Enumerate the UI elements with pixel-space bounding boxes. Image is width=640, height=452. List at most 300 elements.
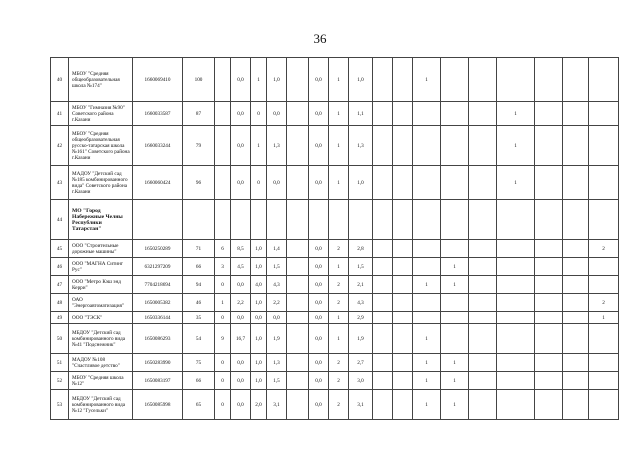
value-cell: 0,0 (231, 126, 251, 166)
value-cell (497, 354, 535, 372)
value-cell (287, 126, 309, 166)
value-cell (469, 240, 497, 258)
inn-cell: 1650283990 (133, 354, 183, 372)
value-cell: 0,0 (231, 354, 251, 372)
value-cell (589, 258, 619, 276)
value-cell (413, 294, 441, 312)
organization-name-cell: МБОУ "Гимназия №90" Советского района г.Казани (69, 102, 133, 126)
table-row (51, 354, 619, 372)
value-cell (535, 240, 563, 258)
value-cell (469, 58, 497, 102)
value-cell (589, 102, 619, 126)
value-cell: 0,0 (309, 390, 329, 420)
value-cell: 1 (329, 102, 349, 126)
organization-name-cell: ОАО "Энергоавтоматизация" (69, 294, 133, 312)
value-cell (563, 324, 589, 354)
value-cell: 79 (183, 126, 215, 166)
value-cell (469, 324, 497, 354)
value-cell (589, 354, 619, 372)
value-cell: 2 (329, 372, 349, 390)
value-cell (373, 166, 393, 200)
value-cell: 1,0 (251, 354, 267, 372)
value-cell (373, 324, 393, 354)
value-cell (469, 312, 497, 324)
value-cell (469, 372, 497, 390)
value-cell: 3,0 (349, 372, 373, 390)
value-cell (287, 200, 309, 240)
value-cell (393, 372, 413, 390)
value-cell: 1,0 (251, 258, 267, 276)
value-cell (563, 166, 589, 200)
value-cell (373, 354, 393, 372)
value-cell: 96 (183, 166, 215, 200)
value-cell (535, 294, 563, 312)
value-cell (215, 102, 231, 126)
value-cell (497, 312, 535, 324)
value-cell (441, 102, 469, 126)
value-cell (393, 294, 413, 312)
value-cell (287, 166, 309, 200)
value-cell (469, 354, 497, 372)
value-cell (563, 258, 589, 276)
value-cell (563, 390, 589, 420)
table-row (51, 258, 619, 276)
row-number-cell: 40 (51, 58, 69, 102)
value-cell (413, 102, 441, 126)
value-cell (373, 126, 393, 166)
value-cell: 0,0 (231, 312, 251, 324)
value-cell: 2,8 (349, 240, 373, 258)
table-row (51, 102, 619, 126)
row-number-cell: 48 (51, 294, 69, 312)
value-cell (287, 102, 309, 126)
value-cell (589, 58, 619, 102)
organization-name-cell: ООО "ТЭСК" (69, 312, 133, 324)
inn-cell: 1660069410 (133, 58, 183, 102)
value-cell (589, 166, 619, 200)
inn-cell: 1660060424 (133, 166, 183, 200)
value-cell: 1 (413, 372, 441, 390)
value-cell (441, 294, 469, 312)
organization-name-cell: МБОУ "Средняя общеобразовательная русско-татарская школа №161" Советского района г.Казани (69, 126, 133, 166)
row-number-cell: 42 (51, 126, 69, 166)
value-cell (535, 200, 563, 240)
value-cell: 65 (183, 390, 215, 420)
value-cell (215, 166, 231, 200)
value-cell: 6 (215, 240, 231, 258)
row-number-cell: 50 (51, 324, 69, 354)
inn-cell (133, 200, 183, 240)
value-cell (373, 258, 393, 276)
value-cell (287, 354, 309, 372)
value-cell (393, 354, 413, 372)
value-cell (563, 126, 589, 166)
value-cell: 0,0 (267, 166, 287, 200)
inn-cell: 1650083197 (133, 372, 183, 390)
value-cell (287, 240, 309, 258)
value-cell: 1 (413, 354, 441, 372)
value-cell: 0 (215, 390, 231, 420)
value-cell (563, 58, 589, 102)
value-cell: 1 (329, 166, 349, 200)
value-cell (329, 200, 349, 240)
value-cell: 9 (215, 324, 231, 354)
value-cell: 0,0 (251, 312, 267, 324)
row-number-cell: 51 (51, 354, 69, 372)
value-cell (287, 58, 309, 102)
value-cell (287, 372, 309, 390)
value-cell (393, 240, 413, 258)
value-cell (497, 276, 535, 294)
inn-cell: 1650005382 (133, 294, 183, 312)
value-cell: 1 (441, 354, 469, 372)
table-row (51, 240, 619, 258)
value-cell (497, 258, 535, 276)
value-cell: 0 (215, 354, 231, 372)
inn-cell: 7704218694 (133, 276, 183, 294)
value-cell (497, 240, 535, 258)
value-cell (469, 126, 497, 166)
value-cell: 1,5 (267, 258, 287, 276)
value-cell: 1,0 (251, 240, 267, 258)
table-row (51, 324, 619, 354)
value-cell (413, 312, 441, 324)
organization-name-cell: ООО "Строительные дорожные машины" (69, 240, 133, 258)
value-cell: 1 (215, 294, 231, 312)
value-cell: 1 (441, 276, 469, 294)
value-cell (563, 294, 589, 312)
value-cell (469, 390, 497, 420)
value-cell (441, 312, 469, 324)
value-cell (373, 390, 393, 420)
value-cell: 2,7 (349, 354, 373, 372)
organization-name-cell: МБДОУ "Детский сад комбинированного вида №12 "Гусельки" (69, 390, 133, 420)
value-cell (535, 102, 563, 126)
value-cell (563, 372, 589, 390)
value-cell: 0,0 (309, 276, 329, 294)
value-cell (535, 276, 563, 294)
page-number: 36 (313, 31, 327, 46)
row-number-cell: 46 (51, 258, 69, 276)
value-cell: 2 (329, 240, 349, 258)
row-number-cell: 41 (51, 102, 69, 126)
inn-cell: 1650336144 (133, 312, 183, 324)
value-cell: 66 (183, 258, 215, 276)
value-cell: 1,5 (349, 258, 373, 276)
value-cell: 2,1 (349, 276, 373, 294)
value-cell: 0 (251, 166, 267, 200)
value-cell (497, 324, 535, 354)
value-cell: 4,5 (231, 258, 251, 276)
value-cell (535, 166, 563, 200)
value-cell: 1 (413, 58, 441, 102)
value-cell (535, 324, 563, 354)
value-cell: 0,0 (309, 258, 329, 276)
value-cell: 71 (183, 240, 215, 258)
value-cell (535, 126, 563, 166)
value-cell: 1,3 (349, 126, 373, 166)
value-cell (441, 58, 469, 102)
value-cell: 94 (183, 276, 215, 294)
value-cell (393, 390, 413, 420)
value-cell: 0,0 (231, 102, 251, 126)
value-cell (309, 200, 329, 240)
organization-name-cell: МО "Город Набережные Челны Республики Татарстан" (69, 200, 133, 240)
value-cell (497, 372, 535, 390)
table-row (51, 294, 619, 312)
value-cell: 1,3 (267, 126, 287, 166)
value-cell: 1,0 (267, 58, 287, 102)
value-cell: 1,0 (349, 166, 373, 200)
value-cell: 1 (251, 126, 267, 166)
value-cell (563, 200, 589, 240)
value-cell: 8,5 (231, 240, 251, 258)
value-cell: 0,0 (309, 372, 329, 390)
value-cell (215, 126, 231, 166)
value-cell (393, 200, 413, 240)
value-cell (589, 200, 619, 240)
value-cell (373, 240, 393, 258)
value-cell: 1 (441, 372, 469, 390)
value-cell (535, 390, 563, 420)
organization-name-cell: МБДОУ "Детский сад комбинированного вида №41 "Подснежник" (69, 324, 133, 354)
value-cell (441, 166, 469, 200)
value-cell: 2,9 (349, 312, 373, 324)
value-cell: 0,0 (309, 324, 329, 354)
value-cell: 46 (183, 294, 215, 312)
table-row (51, 312, 619, 324)
value-cell (287, 276, 309, 294)
value-cell (373, 276, 393, 294)
value-cell (413, 258, 441, 276)
value-cell: 35 (183, 312, 215, 324)
value-cell: 0,0 (309, 102, 329, 126)
inn-cell: 6321297209 (133, 258, 183, 276)
value-cell: 75 (183, 354, 215, 372)
value-cell: 1 (329, 258, 349, 276)
inn-cell: 1660033244 (133, 126, 183, 166)
value-cell (497, 294, 535, 312)
value-cell (589, 390, 619, 420)
value-cell: 0,0 (309, 354, 329, 372)
value-cell: 0 (251, 102, 267, 126)
inn-cell: 1650085998 (133, 390, 183, 420)
value-cell (215, 200, 231, 240)
row-number-cell: 43 (51, 166, 69, 200)
value-cell: 2 (329, 354, 349, 372)
value-cell (413, 166, 441, 200)
table-row (51, 58, 619, 102)
value-cell (535, 258, 563, 276)
value-cell: 1 (329, 312, 349, 324)
value-cell (373, 200, 393, 240)
organization-name-cell: МБОУ "Средняя школа №12" (69, 372, 133, 390)
row-number-cell: 52 (51, 372, 69, 390)
value-cell: 0,0 (231, 390, 251, 420)
value-cell (393, 126, 413, 166)
value-cell (413, 240, 441, 258)
value-cell: 0,0 (231, 58, 251, 102)
value-cell (535, 354, 563, 372)
value-cell (393, 276, 413, 294)
value-cell: 0,0 (309, 312, 329, 324)
value-cell: 1,0 (251, 294, 267, 312)
value-cell (267, 200, 287, 240)
value-cell (563, 276, 589, 294)
value-cell: 1 (413, 324, 441, 354)
value-cell: 0,0 (231, 166, 251, 200)
value-cell: 1 (329, 324, 349, 354)
value-cell (535, 372, 563, 390)
value-cell (469, 294, 497, 312)
organization-name-cell: МБОУ "Средняя общеобразовательная школа №174" (69, 58, 133, 102)
value-cell: 1 (413, 390, 441, 420)
organization-name-cell: МАДОУ "Детский сад №185 комбинированного вида" Советского района г.Казани (69, 166, 133, 200)
value-cell: 1,9 (267, 324, 287, 354)
row-number-cell: 47 (51, 276, 69, 294)
value-cell: 2,0 (251, 390, 267, 420)
value-cell: 2 (329, 276, 349, 294)
organization-name-cell: МАДОУ №108 "Счастливое детство" (69, 354, 133, 372)
value-cell: 1,3 (267, 354, 287, 372)
value-cell: 1,5 (267, 372, 287, 390)
value-cell: 0,0 (309, 58, 329, 102)
value-cell: 3 (215, 258, 231, 276)
value-cell: 66 (183, 372, 215, 390)
value-cell (287, 294, 309, 312)
organization-name-cell: ООО "Метро Кэш энд Керри" (69, 276, 133, 294)
value-cell: 0,0 (309, 240, 329, 258)
value-cell (287, 324, 309, 354)
value-cell (413, 126, 441, 166)
value-cell (287, 258, 309, 276)
value-cell: 0 (215, 276, 231, 294)
value-cell: 1 (497, 166, 535, 200)
value-cell: 0 (215, 312, 231, 324)
value-cell: 0 (215, 372, 231, 390)
value-cell (393, 102, 413, 126)
value-cell: 1 (413, 276, 441, 294)
inn-cell: 1650250289 (133, 240, 183, 258)
value-cell (393, 58, 413, 102)
value-cell: 2 (589, 240, 619, 258)
table-row (51, 126, 619, 166)
value-cell: 0,0 (231, 276, 251, 294)
value-cell: 1 (441, 258, 469, 276)
value-cell: 0,0 (267, 102, 287, 126)
value-cell (393, 324, 413, 354)
value-cell: 1,4 (267, 240, 287, 258)
value-cell (373, 312, 393, 324)
value-cell (441, 126, 469, 166)
value-cell: 1,9 (349, 324, 373, 354)
value-cell: 4,0 (251, 276, 267, 294)
value-cell: 87 (183, 102, 215, 126)
value-cell (589, 126, 619, 166)
row-number-cell: 53 (51, 390, 69, 420)
row-number-cell: 49 (51, 312, 69, 324)
value-cell: 4,3 (349, 294, 373, 312)
value-cell (441, 240, 469, 258)
table-row (51, 166, 619, 200)
value-cell: 0,0 (309, 166, 329, 200)
value-cell (535, 312, 563, 324)
value-cell: 0,0 (267, 312, 287, 324)
value-cell (497, 58, 535, 102)
value-cell (589, 324, 619, 354)
value-cell (469, 200, 497, 240)
value-cell (497, 390, 535, 420)
value-cell (563, 312, 589, 324)
value-cell: 1 (497, 102, 535, 126)
value-cell (231, 200, 251, 240)
value-cell: 16,7 (231, 324, 251, 354)
table-row (51, 390, 619, 420)
value-cell: 1,1 (349, 102, 373, 126)
value-cell: 54 (183, 324, 215, 354)
value-cell: 1 (329, 58, 349, 102)
value-cell (373, 294, 393, 312)
value-cell (589, 276, 619, 294)
value-cell (373, 58, 393, 102)
inn-cell: 1660033587 (133, 102, 183, 126)
value-cell: 0,0 (309, 126, 329, 166)
value-cell (563, 102, 589, 126)
value-cell: 1,0 (251, 324, 267, 354)
value-cell: 1,0 (251, 372, 267, 390)
value-cell: 3,1 (349, 390, 373, 420)
value-cell: 1 (251, 58, 267, 102)
organization-name-cell: ООО "МАГНА Ситинг Рус" (69, 258, 133, 276)
value-cell: 4,3 (267, 276, 287, 294)
value-cell: 0,0 (231, 372, 251, 390)
value-cell (469, 276, 497, 294)
value-cell (441, 324, 469, 354)
table-row (51, 200, 619, 240)
value-cell: 1 (329, 126, 349, 166)
value-cell: 2 (589, 294, 619, 312)
value-cell (413, 200, 441, 240)
value-cell: 2,2 (267, 294, 287, 312)
value-cell (349, 200, 373, 240)
value-cell: 100 (183, 58, 215, 102)
value-cell: 2 (329, 294, 349, 312)
value-cell (563, 354, 589, 372)
value-cell (183, 200, 215, 240)
value-cell (393, 312, 413, 324)
table-row (51, 372, 619, 390)
inn-cell: 1650086293 (133, 324, 183, 354)
value-cell (563, 240, 589, 258)
value-cell (373, 372, 393, 390)
value-cell: 3,1 (267, 390, 287, 420)
value-cell: 1 (589, 312, 619, 324)
value-cell (393, 258, 413, 276)
value-cell (441, 200, 469, 240)
value-cell (287, 390, 309, 420)
value-cell (535, 58, 563, 102)
value-cell (373, 102, 393, 126)
value-cell (287, 312, 309, 324)
value-cell: 1 (497, 126, 535, 166)
value-cell: 2,2 (231, 294, 251, 312)
table-row (51, 276, 619, 294)
value-cell (469, 258, 497, 276)
value-cell (469, 166, 497, 200)
row-number-cell: 44 (51, 200, 69, 240)
value-cell: 0,0 (309, 294, 329, 312)
value-cell: 1 (441, 390, 469, 420)
